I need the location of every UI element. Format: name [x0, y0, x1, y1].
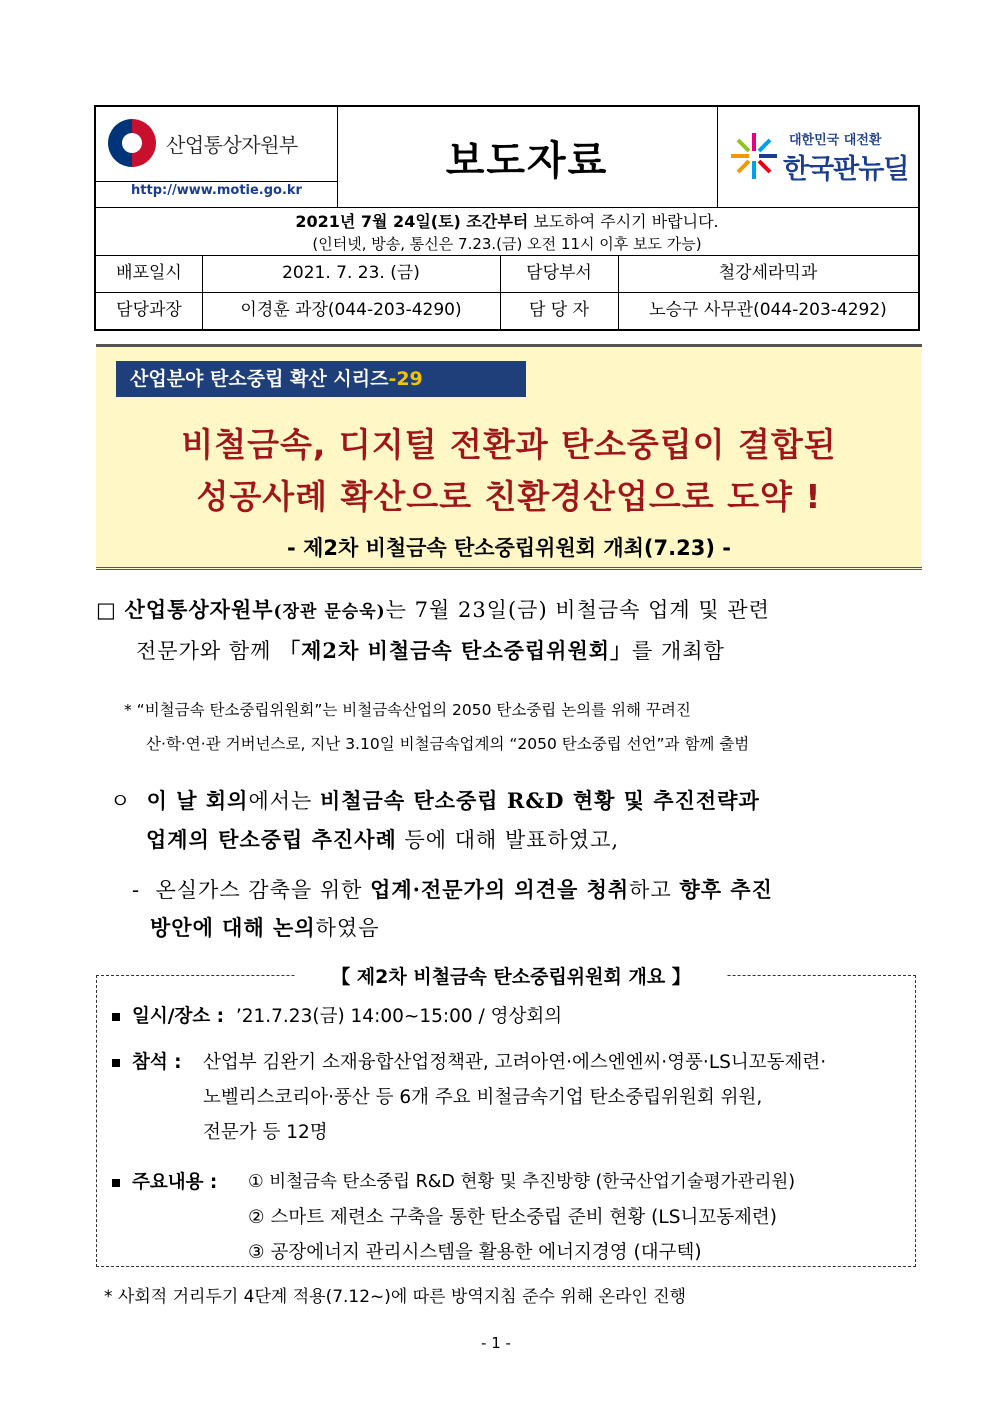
note-2: 산·학·연·관 거버넌스로, 지난 3.10일 비철금속업계의 “2050 탄소중립 선언”과 함께 출범 [146, 735, 750, 753]
overview-date-label: 일시/장소 : [132, 1006, 225, 1027]
paragraph-3-line-2 [150, 912, 910, 942]
ministry-name: 산업통상자원부 [166, 133, 298, 157]
series-badge [116, 361, 526, 397]
paragraph-1-line-2 [136, 635, 916, 665]
press-header-table [94, 105, 920, 331]
square-bullet-icon [112, 1059, 120, 1067]
dept-value: 철강세라믹과 [718, 263, 818, 283]
newdeal-logo-block [717, 107, 920, 207]
taegeuk-logo-icon [108, 119, 156, 167]
contact-value: 노승구 사무관(044-203-4292) [649, 300, 887, 320]
headline-line-1: 비철금속, 디지털 전환과 탄소중립이 결합된 [181, 425, 837, 464]
embargo-notice [96, 207, 918, 255]
p3-text-2: 하고 [629, 878, 680, 902]
overview-attend-3: 전문가 등 12명 [203, 1122, 328, 1143]
manager-label: 담당과장 [116, 300, 182, 320]
subheadline: - 제2차 비철금속 탄소중립위원회 개최(7.23) - [287, 536, 731, 560]
p3-future: 향후 추진 [679, 877, 773, 902]
overview-attend-2: 노벨리스코리아·풍산 등 6개 주요 비철금속기업 탄소중립위원회 위원, [203, 1087, 763, 1108]
ministry-url[interactable]: http://www.motie.go.kr [131, 183, 302, 198]
embargo-online-note: (인터넷, 방송, 통신은 7.23.(금) 오전 11시 이후 보도 가능) [312, 235, 702, 253]
paragraph-3-line-1 [132, 874, 912, 904]
p1-text-3: 를 개최함 [632, 639, 725, 663]
page-number: - 1 - [481, 1334, 511, 1352]
square-bullet-icon [112, 1013, 120, 1021]
p2-text: 에서는 [248, 789, 320, 813]
overview-date-row [112, 1002, 562, 1028]
p3-text: 온실가스 감축을 위한 [155, 878, 371, 902]
p2-text-2: 등에 대해 발표하였고, [396, 828, 620, 852]
paragraph-2-line-1 [110, 785, 910, 815]
p2-meeting: 이 날 회의 [146, 788, 249, 813]
p2-topic: 비철금속 탄소중립 R&D 현황 및 추진전략과 [319, 788, 760, 813]
overview-content-2: ② 스마트 제련소 구축을 통한 탄소중립 준비 현황 (LS니꼬동제련) [248, 1207, 778, 1228]
overview-content-1: ① 비철금속 탄소중립 R&D 현황 및 추진방향 (한국산업기술평가관리원) [248, 1172, 796, 1192]
p1-text-2: 전문가와 함께 [136, 639, 280, 663]
newdeal-tagline: 대한민국 대전환 [789, 133, 882, 148]
note-1: * “비철금속 탄소중립위원회”는 비철금속산업의 2050 탄소중립 논의를 위해 꾸려진 [124, 701, 691, 719]
doc-type-title: 보도자료 [445, 137, 609, 184]
release-value: 2021. 7. 23. (금) [282, 263, 420, 283]
overview-attend-label: 참석 : [132, 1052, 182, 1073]
overview-date-value: ’21.7.23(금) 14:00~15:00 / 영상회의 [235, 1006, 563, 1027]
p1-ministry: 산업통상자원부 [124, 597, 274, 622]
p1-text: 는 7월 23일(금) 비철금속 업계 및 관련 [385, 598, 770, 622]
contact-label: 담 당 자 [528, 300, 590, 320]
series-label: 산업분야 탄소중립 확산 시리즈 [130, 368, 389, 390]
manager-value: 이경훈 과장(044-203-4290) [240, 300, 462, 320]
release-label: 배포일시 [116, 263, 182, 283]
paragraph-1-line-1 [96, 594, 906, 624]
footnote: * 사회적 거리두기 4단계 적용(7.12~)에 따른 방역지침 준수 위해 온라인 진행 [104, 1287, 687, 1307]
p2-cases: 업계의 탄소중립 추진사례 [146, 827, 397, 852]
overview-attend-row [112, 1048, 182, 1074]
embargo-text: 보도하여 주시기 바랍니다. [528, 212, 719, 231]
p1-event-name: 「제2차 비철금속 탄소중립위원회」 [279, 638, 633, 663]
square-bullet-icon: □ [96, 598, 117, 622]
headline-line-2: 성공사례 확산으로 친환경산업으로 도약 ! [196, 477, 822, 516]
paragraph-2-line-2 [146, 824, 906, 854]
overview-content-3: ③ 공장에너지 관리시스템을 활용한 에너지경영 (대구텍) [248, 1242, 702, 1263]
newdeal-star-icon [727, 129, 781, 183]
overview-title: 【 제2차 비철금속 탄소중립위원회 개요 】 [296, 962, 726, 990]
overview-content-label: 주요내용 : [132, 1172, 218, 1193]
ministry-logo-block [96, 107, 337, 207]
embargo-date: 2021년 7월 24일(토) 조간부터 [295, 212, 529, 231]
overview-attend-1: 산업부 김완기 소재융합산업정책관, 고려아연·에스엔엔씨·영풍·LS니꼬동제련· [203, 1052, 827, 1073]
p1-minister: (장관 문승욱) [273, 602, 386, 622]
newdeal-brand: 한국판뉴딜 [783, 154, 909, 185]
circle-bullet-icon: ㅇ [110, 789, 132, 813]
square-bullet-icon [112, 1179, 120, 1187]
series-number: -29 [388, 368, 423, 390]
overview-content-row [112, 1168, 217, 1194]
p3-opinion: 업계·전문가의 의견을 청취 [370, 877, 630, 902]
headline-box [96, 344, 922, 570]
p3-text-3: 하였음 [315, 916, 380, 940]
dash-bullet-icon: - [132, 878, 141, 902]
p3-discussion: 방안에 대해 논의 [150, 915, 316, 940]
dept-label: 담당부서 [526, 263, 592, 283]
